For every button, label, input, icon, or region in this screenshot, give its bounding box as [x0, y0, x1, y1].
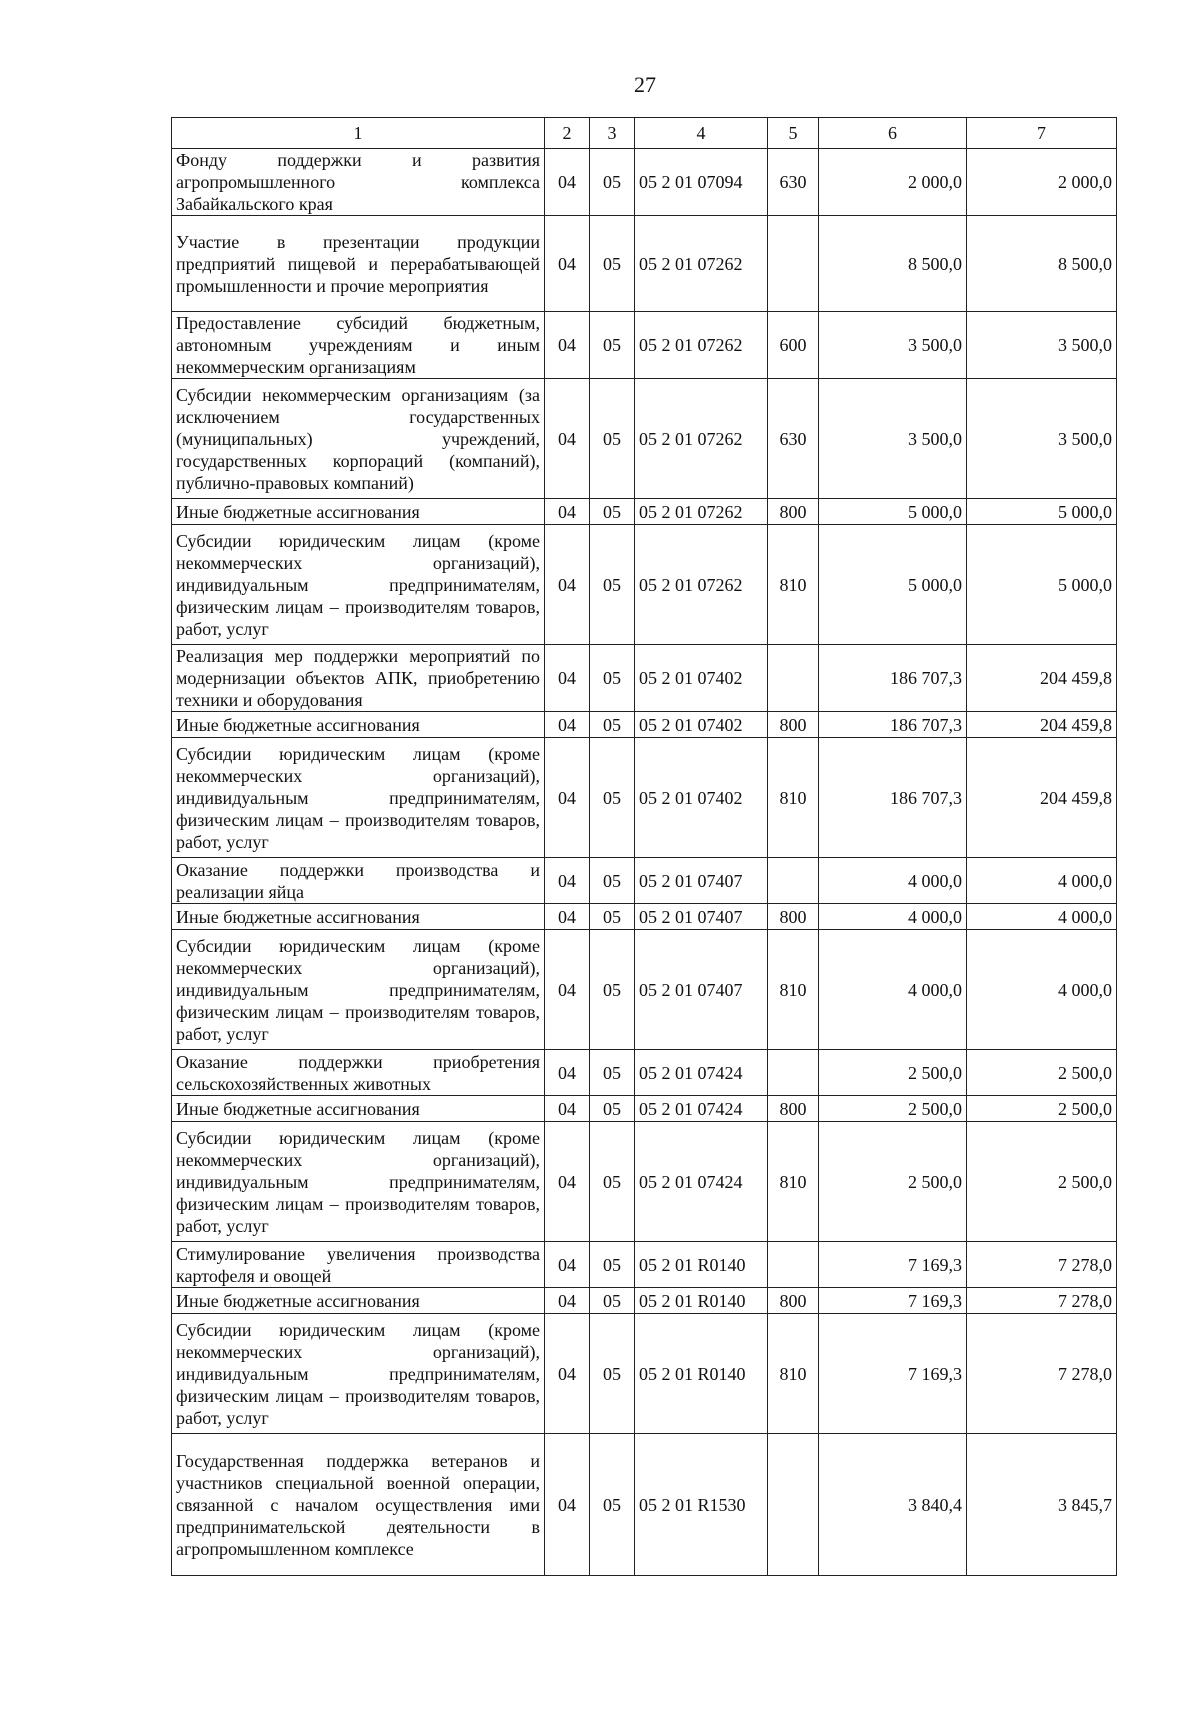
cell-amount-year1: 4 000,0 [819, 930, 967, 1050]
budget-table [171, 117, 1117, 1576]
column-header: 7 [967, 118, 1117, 149]
cell-name: Иные бюджетные ассигнования [172, 904, 545, 930]
table-row [172, 312, 1117, 379]
cell-subsection: 05 [590, 1096, 635, 1122]
table-row [172, 858, 1117, 904]
cell-target-code: 05 2 01 R0140 [635, 1314, 768, 1434]
cell-amount-year2: 204 459,8 [967, 738, 1117, 858]
cell-name: Субсидии юридическим лицам (кроме некоммерческих организаций), индивидуальным предпринимателям, физическим лицам – производителям товаров, работ, услуг [172, 738, 545, 858]
cell-expense-type [768, 645, 819, 712]
table-row [172, 645, 1117, 712]
cell-expense-type [768, 1434, 819, 1576]
table-row [172, 1242, 1117, 1288]
cell-section: 04 [545, 1288, 590, 1314]
cell-target-code: 05 2 01 07402 [635, 712, 768, 738]
cell-amount-year2: 2 500,0 [967, 1096, 1117, 1122]
cell-section: 04 [545, 1242, 590, 1288]
cell-section: 04 [545, 904, 590, 930]
column-header: 4 [635, 118, 768, 149]
table-row [172, 1288, 1117, 1314]
cell-amount-year1: 5 000,0 [819, 499, 967, 525]
cell-section: 04 [545, 858, 590, 904]
cell-name: Стимулирование увеличения производства картофеля и овощей [172, 1242, 545, 1288]
cell-subsection: 05 [590, 1050, 635, 1096]
cell-name: Субсидии некоммерческим организациям (за исключением государственных (муниципальных) учреждений, государственных корпораций (компаний), публично-правовых компаний) [172, 379, 545, 499]
cell-amount-year2: 4 000,0 [967, 930, 1117, 1050]
cell-name: Иные бюджетные ассигнования [172, 499, 545, 525]
cell-name: Государственная поддержка ветеранов и участников специальной военной операции, связанной с началом осуществления ими предпринимательской деятельности в агропромышленном комплексе [172, 1434, 545, 1576]
cell-name: Оказание поддержки приобретения сельскохозяйственных животных [172, 1050, 545, 1096]
cell-amount-year2: 3 500,0 [967, 379, 1117, 499]
cell-expense-type [768, 216, 819, 312]
cell-amount-year1: 186 707,3 [819, 712, 967, 738]
cell-target-code: 05 2 01 07262 [635, 379, 768, 499]
table-row [172, 930, 1117, 1050]
cell-name: Иные бюджетные ассигнования [172, 1096, 545, 1122]
cell-section: 04 [545, 379, 590, 499]
column-header: 5 [768, 118, 819, 149]
page-number: 27 [634, 72, 656, 97]
cell-subsection: 05 [590, 149, 635, 216]
cell-expense-type: 600 [768, 312, 819, 379]
cell-expense-type [768, 858, 819, 904]
cell-subsection: 05 [590, 1122, 635, 1242]
cell-expense-type: 810 [768, 738, 819, 858]
cell-section: 04 [545, 1314, 590, 1434]
cell-target-code: 05 2 01 R1530 [635, 1434, 768, 1576]
cell-subsection: 05 [590, 1242, 635, 1288]
cell-target-code: 05 2 01 07262 [635, 499, 768, 525]
cell-subsection: 05 [590, 1434, 635, 1576]
cell-amount-year2: 3 845,7 [967, 1434, 1117, 1576]
cell-expense-type: 800 [768, 712, 819, 738]
table-row [172, 216, 1117, 312]
cell-name: Субсидии юридическим лицам (кроме некоммерческих организаций), индивидуальным предпринимателям, физическим лицам – производителям товаров, работ, услуг [172, 1314, 545, 1434]
table-row [172, 499, 1117, 525]
cell-section: 04 [545, 1050, 590, 1096]
cell-section: 04 [545, 216, 590, 312]
column-header: 6 [819, 118, 967, 149]
cell-amount-year1: 2 500,0 [819, 1096, 967, 1122]
cell-target-code: 05 2 01 07424 [635, 1122, 768, 1242]
cell-expense-type: 800 [768, 499, 819, 525]
cell-section: 04 [545, 930, 590, 1050]
cell-subsection: 05 [590, 645, 635, 712]
cell-amount-year1: 2 000,0 [819, 149, 967, 216]
cell-amount-year1: 8 500,0 [819, 216, 967, 312]
cell-expense-type: 800 [768, 1096, 819, 1122]
cell-target-code: 05 2 01 07262 [635, 216, 768, 312]
cell-subsection: 05 [590, 930, 635, 1050]
cell-amount-year2: 2 500,0 [967, 1050, 1117, 1096]
cell-amount-year1: 2 500,0 [819, 1122, 967, 1242]
cell-name: Субсидии юридическим лицам (кроме некоммерческих организаций), индивидуальным предпринимателям, физическим лицам – производителям товаров, работ, услуг [172, 1122, 545, 1242]
cell-amount-year1: 3 500,0 [819, 379, 967, 499]
cell-amount-year2: 4 000,0 [967, 904, 1117, 930]
cell-target-code: 05 2 01 07402 [635, 645, 768, 712]
cell-amount-year2: 7 278,0 [967, 1314, 1117, 1434]
cell-expense-type: 800 [768, 1288, 819, 1314]
table-row [172, 1122, 1117, 1242]
cell-target-code: 05 2 01 07094 [635, 149, 768, 216]
column-header: 3 [590, 118, 635, 149]
cell-target-code: 05 2 01 07407 [635, 904, 768, 930]
cell-section: 04 [545, 149, 590, 216]
table-row [172, 1434, 1117, 1576]
table-row [172, 1050, 1117, 1096]
cell-amount-year2: 2 500,0 [967, 1122, 1117, 1242]
cell-expense-type [768, 1050, 819, 1096]
table-row [172, 525, 1117, 645]
cell-expense-type: 800 [768, 904, 819, 930]
cell-target-code: 05 2 01 07402 [635, 738, 768, 858]
cell-amount-year2: 5 000,0 [967, 499, 1117, 525]
cell-subsection: 05 [590, 712, 635, 738]
cell-section: 04 [545, 645, 590, 712]
cell-target-code: 05 2 01 R0140 [635, 1242, 768, 1288]
cell-amount-year2: 204 459,8 [967, 645, 1117, 712]
cell-name: Фонду поддержки и развития агропромышленного комплекса Забайкальского края [172, 149, 545, 216]
cell-amount-year1: 186 707,3 [819, 738, 967, 858]
cell-name: Субсидии юридическим лицам (кроме некоммерческих организаций), индивидуальным предпринимателям, физическим лицам – производителям товаров, работ, услуг [172, 930, 545, 1050]
cell-target-code: 05 2 01 07424 [635, 1096, 768, 1122]
cell-amount-year2: 2 000,0 [967, 149, 1117, 216]
cell-amount-year1: 2 500,0 [819, 1050, 967, 1096]
cell-name: Предоставление субсидий бюджетным, автономным учреждениям и иным некоммерческим организациям [172, 312, 545, 379]
cell-subsection: 05 [590, 904, 635, 930]
cell-name: Реализация мер поддержки мероприятий по модернизации объектов АПК, приобретению техники и оборудования [172, 645, 545, 712]
cell-target-code: 05 2 01 07424 [635, 1050, 768, 1096]
cell-expense-type: 810 [768, 1314, 819, 1434]
cell-subsection: 05 [590, 858, 635, 904]
cell-section: 04 [545, 1096, 590, 1122]
cell-target-code: 05 2 01 07407 [635, 858, 768, 904]
cell-amount-year1: 7 169,3 [819, 1288, 967, 1314]
table-row [172, 712, 1117, 738]
cell-amount-year1: 3 840,4 [819, 1434, 967, 1576]
cell-subsection: 05 [590, 1314, 635, 1434]
cell-expense-type: 630 [768, 379, 819, 499]
cell-amount-year2: 5 000,0 [967, 525, 1117, 645]
cell-amount-year1: 4 000,0 [819, 904, 967, 930]
cell-section: 04 [545, 312, 590, 379]
cell-name: Иные бюджетные ассигнования [172, 1288, 545, 1314]
cell-name: Участие в презентации продукции предприятий пищевой и перерабатывающей промышленности и прочие мероприятия [172, 216, 545, 312]
table-row [172, 379, 1117, 499]
cell-expense-type: 810 [768, 1122, 819, 1242]
column-header: 2 [545, 118, 590, 149]
cell-amount-year2: 4 000,0 [967, 858, 1117, 904]
cell-subsection: 05 [590, 379, 635, 499]
cell-amount-year2: 7 278,0 [967, 1288, 1117, 1314]
cell-amount-year2: 8 500,0 [967, 216, 1117, 312]
cell-section: 04 [545, 499, 590, 525]
cell-amount-year2: 7 278,0 [967, 1242, 1117, 1288]
column-header: 1 [172, 118, 545, 149]
cell-target-code: 05 2 01 07262 [635, 312, 768, 379]
table-row [172, 149, 1117, 216]
cell-section: 04 [545, 1122, 590, 1242]
cell-section: 04 [545, 738, 590, 858]
cell-amount-year1: 3 500,0 [819, 312, 967, 379]
cell-target-code: 05 2 01 07262 [635, 525, 768, 645]
cell-name: Иные бюджетные ассигнования [172, 712, 545, 738]
cell-subsection: 05 [590, 738, 635, 858]
cell-expense-type: 630 [768, 149, 819, 216]
cell-target-code: 05 2 01 07407 [635, 930, 768, 1050]
cell-expense-type: 810 [768, 525, 819, 645]
cell-subsection: 05 [590, 312, 635, 379]
table-row [172, 738, 1117, 858]
cell-expense-type: 810 [768, 930, 819, 1050]
cell-section: 04 [545, 1434, 590, 1576]
table-row [172, 1096, 1117, 1122]
cell-amount-year2: 3 500,0 [967, 312, 1117, 379]
cell-target-code: 05 2 01 R0140 [635, 1288, 768, 1314]
table-row [172, 1314, 1117, 1434]
cell-section: 04 [545, 525, 590, 645]
cell-amount-year1: 4 000,0 [819, 858, 967, 904]
cell-subsection: 05 [590, 216, 635, 312]
cell-subsection: 05 [590, 525, 635, 645]
cell-subsection: 05 [590, 1288, 635, 1314]
cell-amount-year1: 186 707,3 [819, 645, 967, 712]
cell-expense-type [768, 1242, 819, 1288]
cell-amount-year2: 204 459,8 [967, 712, 1117, 738]
table-body [172, 149, 1117, 1576]
cell-amount-year1: 5 000,0 [819, 525, 967, 645]
cell-name: Оказание поддержки производства и реализации яйца [172, 858, 545, 904]
table-header-row [172, 118, 1117, 149]
cell-amount-year1: 7 169,3 [819, 1314, 967, 1434]
cell-name: Субсидии юридическим лицам (кроме некоммерческих организаций), индивидуальным предпринимателям, физическим лицам – производителям товаров, работ, услуг [172, 525, 545, 645]
table-row [172, 904, 1117, 930]
cell-amount-year1: 7 169,3 [819, 1242, 967, 1288]
cell-section: 04 [545, 712, 590, 738]
cell-subsection: 05 [590, 499, 635, 525]
